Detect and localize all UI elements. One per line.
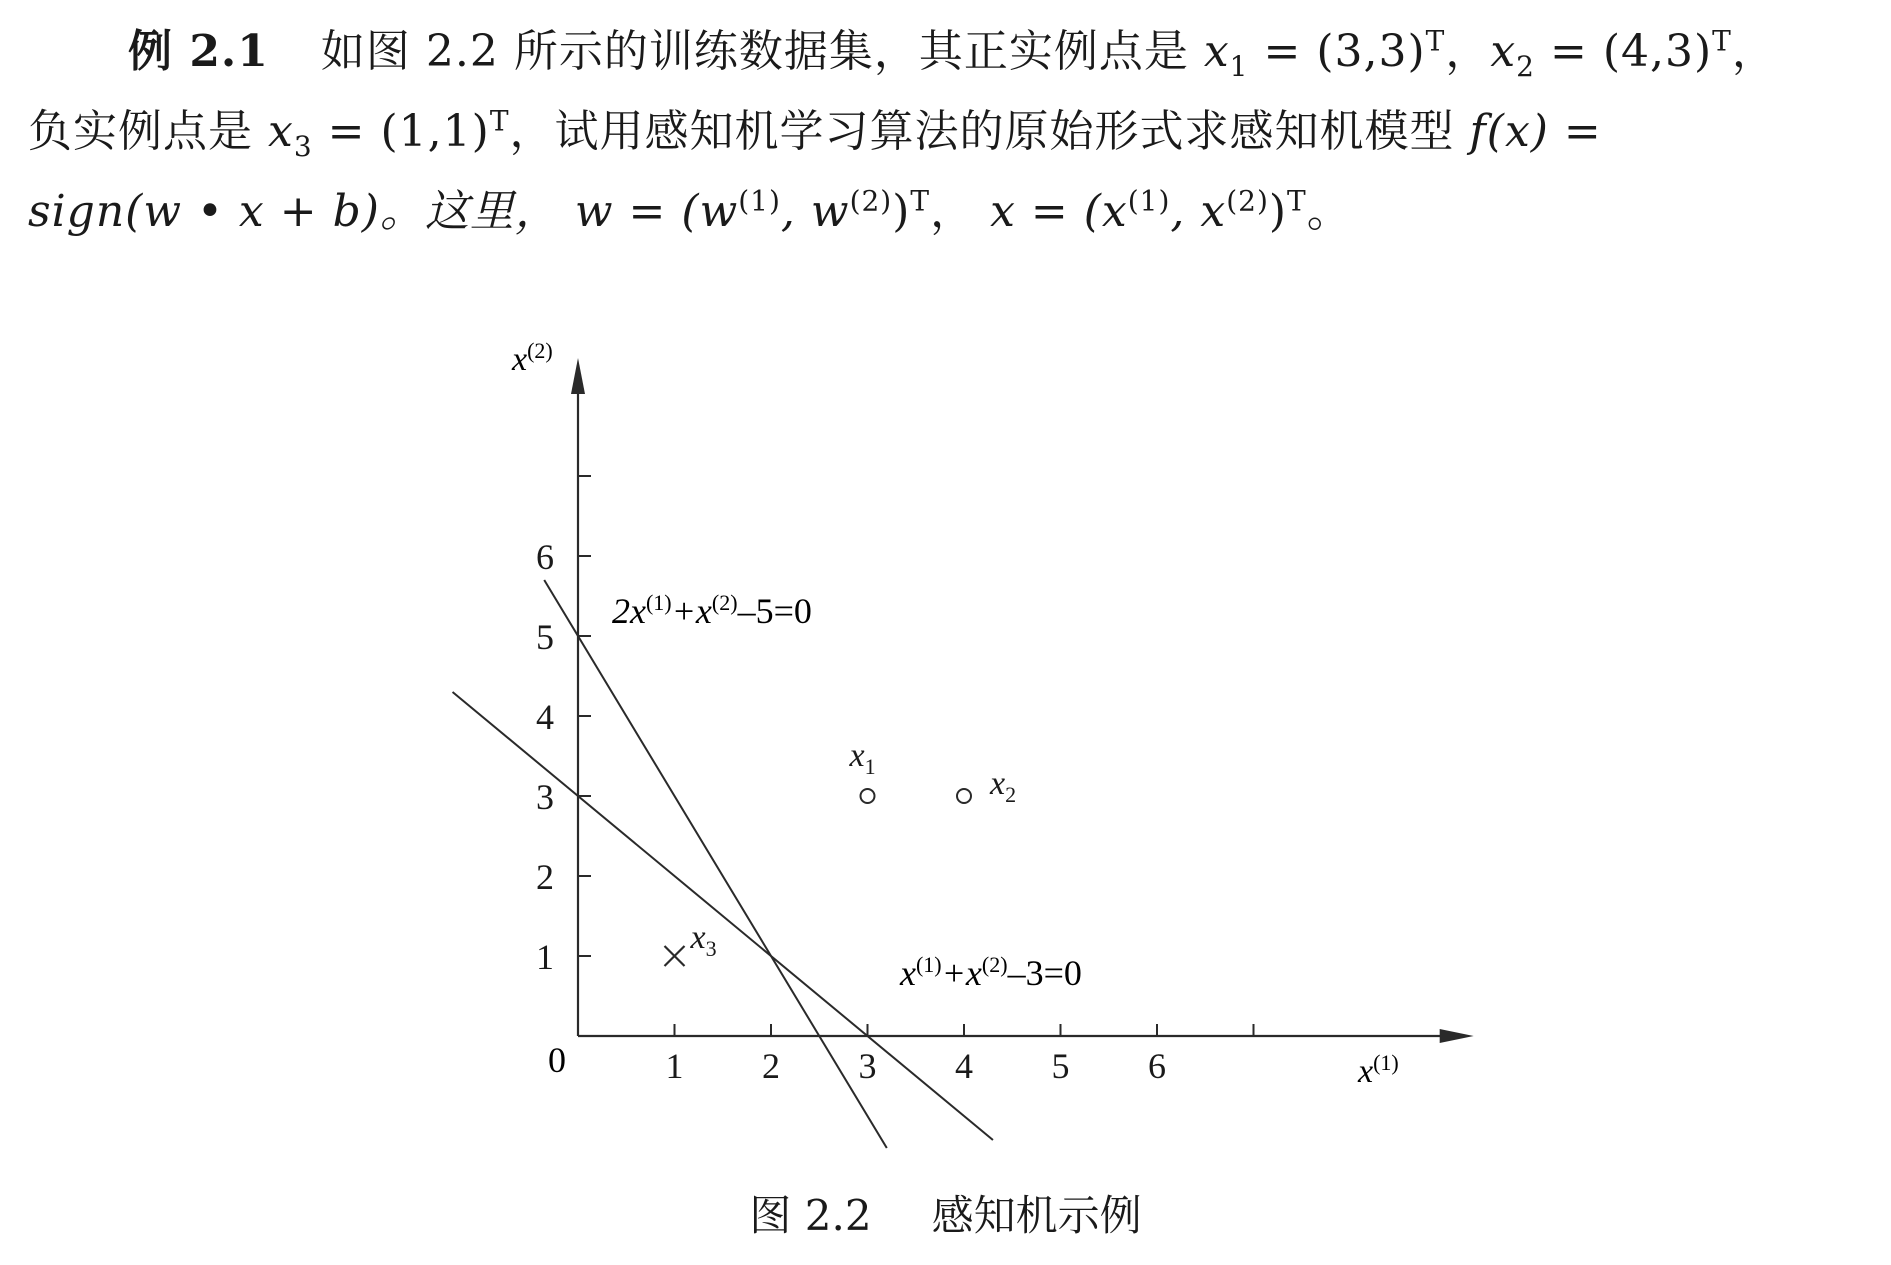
y-axis-label: $x^{(2)}$: [512, 338, 553, 378]
negative-point-marker: [665, 946, 685, 966]
figure-caption-text: 感知机示例: [931, 1191, 1142, 1240]
x-tick-label: 1: [665, 1046, 684, 1086]
line-label-x-plus-y-minus-3: $x^{(1)}+x^{(2)}-3=0$: [900, 952, 1082, 993]
point-x2-symbol: x: [1490, 26, 1517, 77]
y-tick-label: 1: [536, 937, 554, 977]
w-definition: w = (w: [574, 186, 739, 237]
x-tick-label: 2: [762, 1046, 780, 1086]
y-axis-arrow: [571, 358, 585, 394]
x-tick-label: 6: [1148, 1046, 1166, 1086]
point-label: $x_2$: [990, 765, 1017, 807]
figure-caption: [0, 1183, 1891, 1243]
point-x3-definition: = (1,1): [327, 106, 490, 157]
y-tick-label: 6: [536, 537, 554, 577]
example-intro-text: 如图 2.2 所示的训练数据集，其正实例点是: [320, 26, 1189, 77]
model-expression: f(x) =: [1469, 106, 1602, 157]
point-x1-symbol: x: [1203, 26, 1230, 77]
separating-line: [453, 692, 993, 1140]
x-tick-label: 3: [858, 1046, 877, 1086]
y-tick-label: 5: [536, 617, 554, 657]
point-label: $x_3$: [690, 919, 717, 961]
point-x3-symbol: x: [268, 106, 294, 157]
x-axis-arrow: [1440, 1029, 1474, 1043]
paragraph-line-1: 例 2.1 如图 2.2 所示的训练数据集，其正实例点是 $x_1 = (3,3)^T$，$x_2 = (4,3)^T$，: [128, 24, 1777, 83]
point-x1-definition: = (3,3): [1263, 26, 1426, 77]
separating-line: [544, 580, 887, 1148]
sign-expression: sign(w • x + b)。这里，: [28, 186, 560, 237]
negative-point-text: 负实例点是: [28, 106, 253, 157]
positive-point-marker: [861, 789, 875, 803]
y-tick-label: 2: [536, 857, 554, 897]
y-tick-label: 3: [536, 777, 554, 817]
origin-label: 0: [548, 1040, 566, 1080]
figure-caption-label: 图 2.2: [749, 1191, 872, 1240]
x-tick-label: 4: [955, 1046, 973, 1086]
task-text: 试用感知机学习算法的原始形式求感知机模型: [554, 106, 1455, 157]
example-label: 例 2.1: [128, 26, 269, 77]
point-label: $x_1$: [849, 737, 876, 779]
x-axis-label: $x^{(1)}$: [1358, 1050, 1399, 1090]
line-label-2x-plus-y-minus-5: $2x^{(1)}+x^{(2)}-5=0$: [612, 590, 812, 631]
paragraph-line-2: 负实例点是 $x_3 = (1,1)^T$，试用感知机学习算法的原始形式求感知机模型 f(x) =: [28, 104, 1602, 163]
paragraph-line-3: sign(w • x + b)。这里， $w = (w^{(1)}$, $w^{(2)})^T$， $x = (x^{(1)}$, $x^{(2)})^T$。: [28, 184, 1352, 237]
x-definition: x = (x: [990, 186, 1128, 237]
y-tick-label: 4: [536, 697, 554, 737]
point-x2-definition: = (4,3): [1550, 26, 1713, 77]
x-tick-label: 5: [1051, 1046, 1070, 1086]
positive-point-marker: [957, 789, 971, 803]
